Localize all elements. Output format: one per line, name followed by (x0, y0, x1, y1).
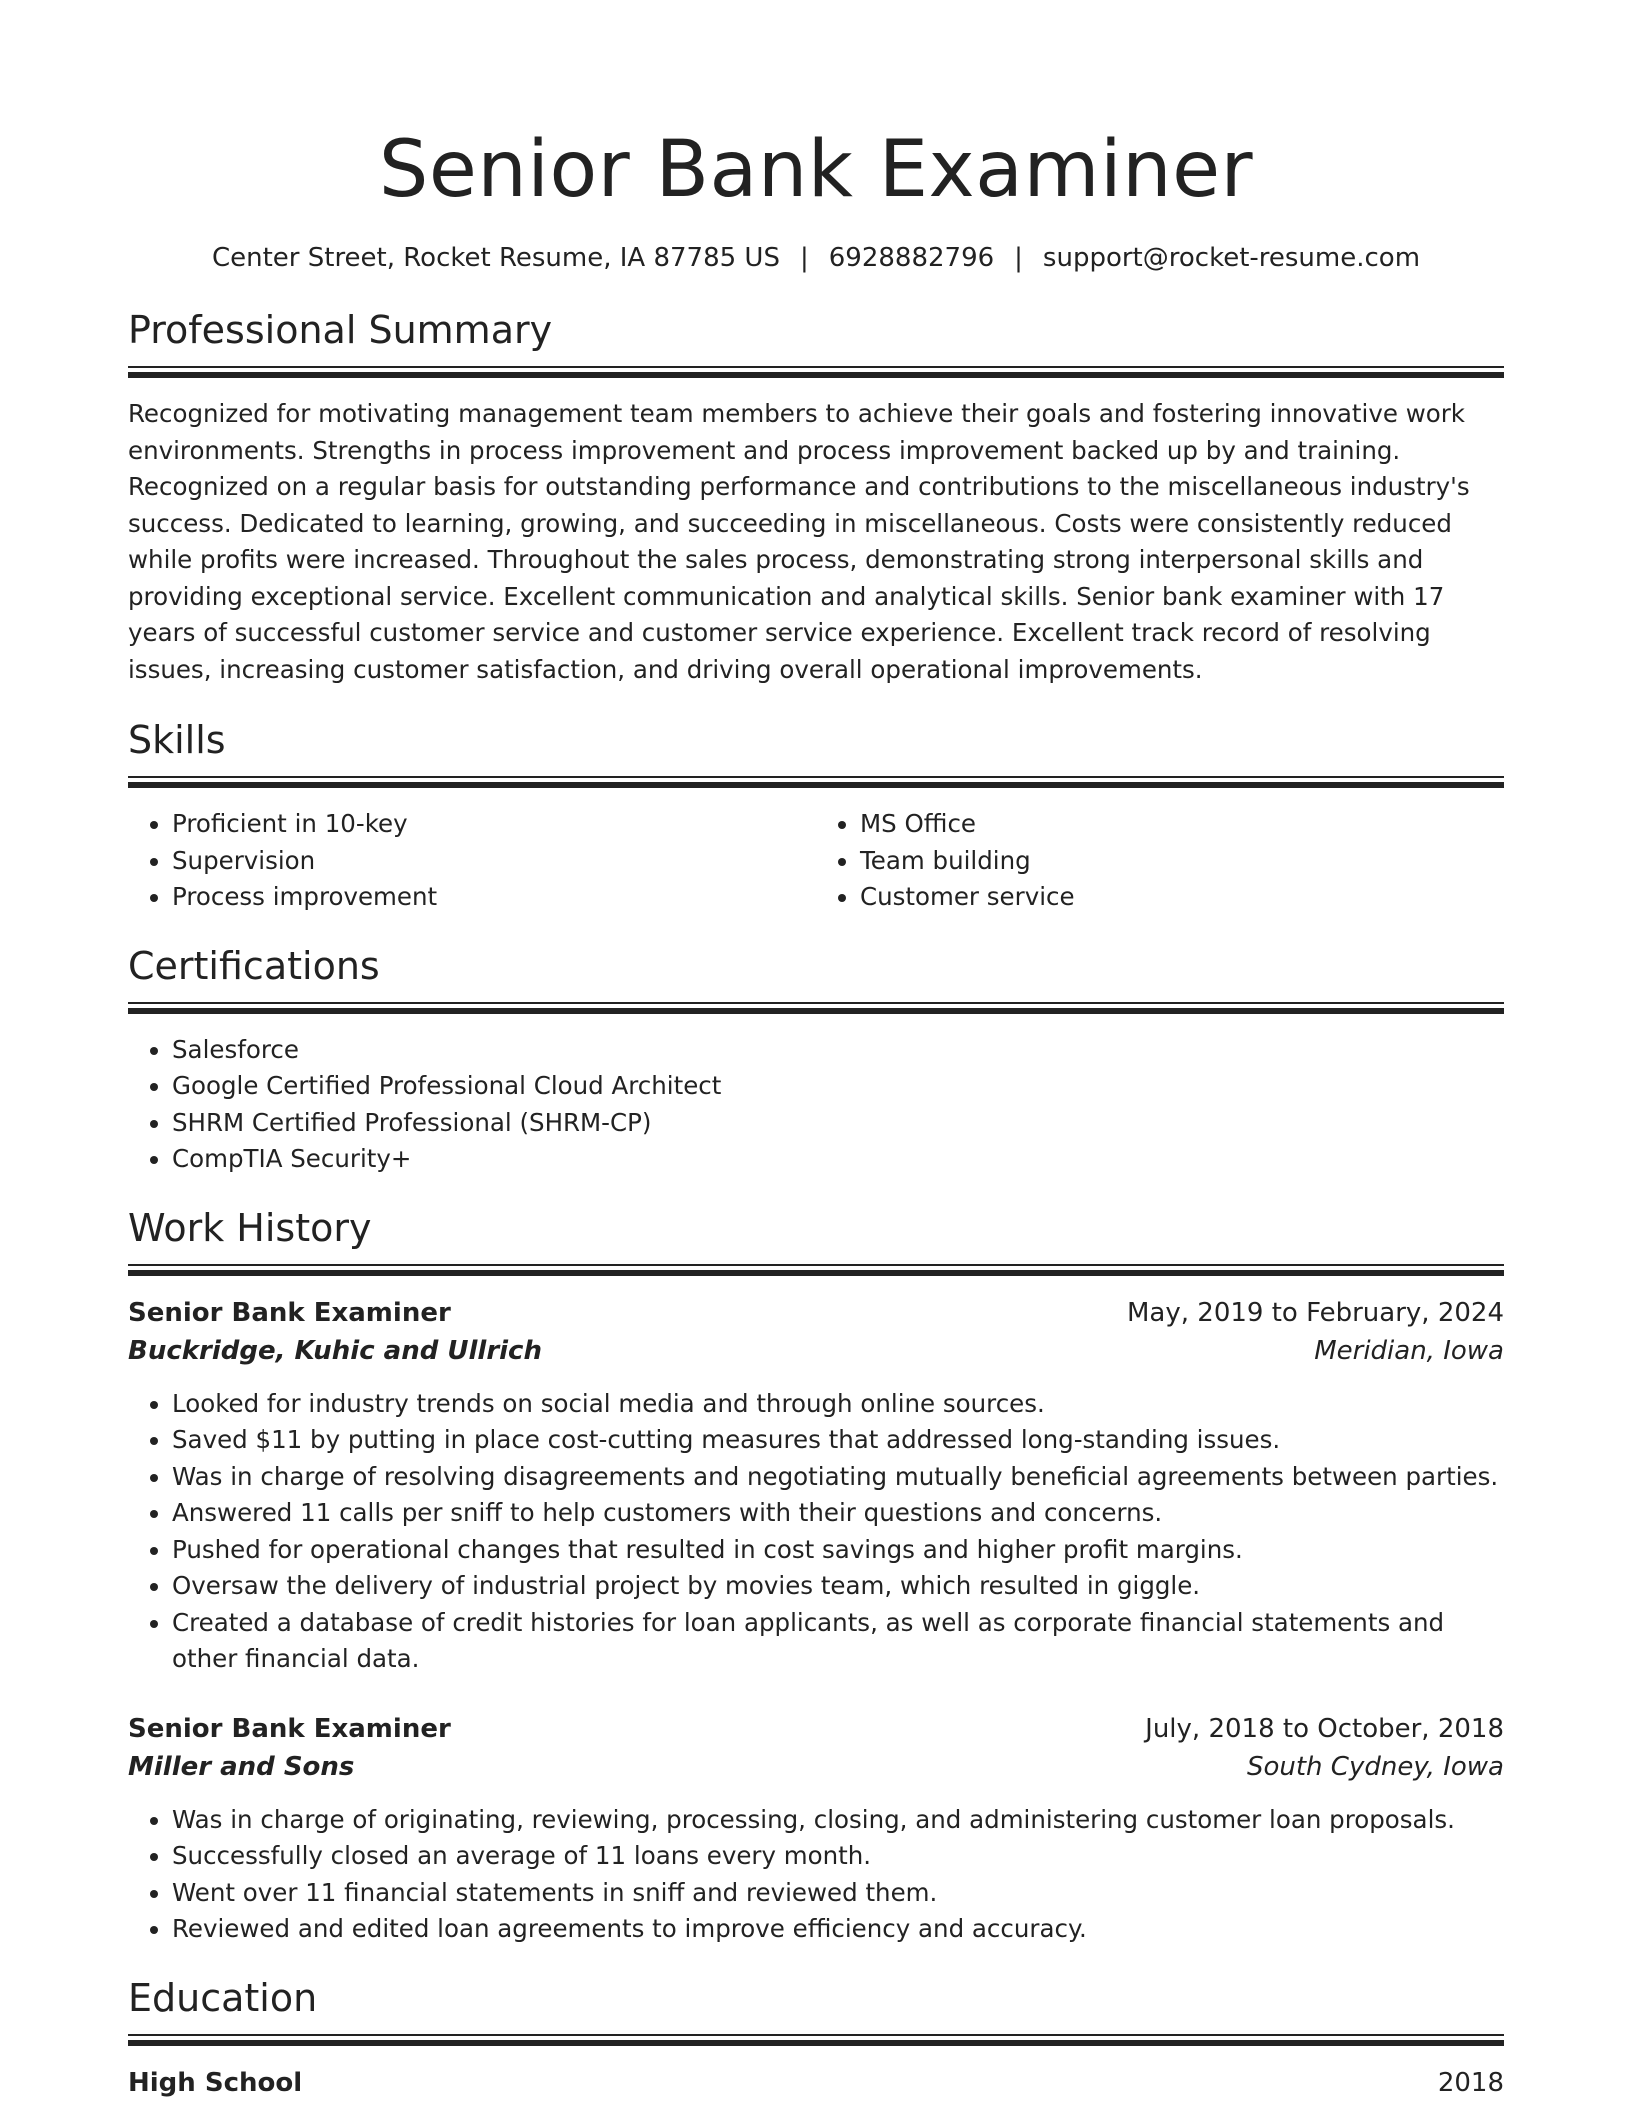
section-title-summary: Professional Summary (128, 308, 553, 352)
job-bullet: • Was in charge of originating, reviewing, processing, closing, and administering customer loan proposals. (172, 1802, 1504, 1839)
skill-item: • Customer service (860, 879, 1504, 916)
skill-item: • Supervision (172, 843, 816, 880)
job-bullet: • Pushed for operational changes that resulted in cost savings and higher profit margins. (172, 1532, 1504, 1569)
contact-email: support@rocket-resume.com (1042, 243, 1421, 273)
section-title-skills: Skills (128, 718, 226, 762)
job-company: Miller and Sons (128, 1751, 355, 1782)
job-location: South Cydney, Iowa (1246, 1751, 1504, 1782)
certification-item: • SHRM Certified Professional (SHRM-CP) (172, 1105, 1504, 1142)
summary-section (128, 306, 1504, 688)
job-dates: July, 2018 to October, 2018 (1145, 1713, 1504, 1744)
section-divider (128, 1002, 1504, 1014)
job-bullet: • Saved $11 by putting in place cost-cutting measures that addressed long-standing issues. (172, 1422, 1504, 1459)
contact-address: Center Street, Rocket Resume, IA 87785 US (211, 243, 780, 273)
job-bullet: • Was in charge of resolving disagreements and negotiating mutually beneficial agreements between parties. (172, 1459, 1504, 1496)
job-bullet: • Reviewed and edited loan agreements to improve efficiency and accuracy. (172, 1911, 1504, 1948)
skills-list-right (816, 806, 1504, 916)
skill-item: • MS Office (860, 806, 1504, 843)
skills-grid (128, 806, 1504, 916)
job-bullet: • Successfully closed an average of 11 loans every month. (172, 1838, 1504, 1875)
skill-item: • Process improvement (172, 879, 816, 916)
job-company: Buckridge, Kuhic and Ullrich (128, 1335, 542, 1366)
job-bullet: • Looked for industry trends on social media and through online sources. (172, 1386, 1504, 1423)
certification-item: • CompTIA Security+ (172, 1141, 1504, 1178)
job-title: Senior Bank Examiner (128, 1713, 451, 1744)
job-entry (128, 1294, 1504, 1678)
section-title-education: Education (128, 1975, 318, 2020)
job-bullet: • Created a database of credit histories for loan applicants, as well as corporate financial statements and other financial data. (172, 1605, 1504, 1678)
job-subheader (128, 1748, 1504, 1786)
section-divider (128, 2034, 1504, 2046)
resume-page (128, 0, 1504, 2102)
contact-separator: | (1014, 243, 1023, 273)
section-divider (128, 776, 1504, 788)
candidate-name: Senior Bank Examiner (378, 125, 1254, 215)
job-bullet: • Answered 11 calls per sniff to help customers with their questions and concerns. (172, 1495, 1504, 1532)
job-bullets (128, 1802, 1504, 1948)
contact-phone: 6928882796 (828, 243, 995, 273)
job-header (128, 1294, 1504, 1332)
job-title: Senior Bank Examiner (128, 1297, 451, 1328)
section-divider (128, 366, 1504, 378)
skill-item: • Team building (860, 843, 1504, 880)
job-bullet: • Oversaw the delivery of industrial project by movies team, which resulted in giggle. (172, 1568, 1504, 1605)
contact-line (128, 240, 1504, 276)
certifications-section (128, 942, 1504, 1178)
education-section (128, 1974, 1504, 2102)
skill-item: • Proficient in 10-key (172, 806, 816, 843)
certifications-list (128, 1032, 1504, 1178)
work-section (128, 1204, 1504, 1948)
section-divider (128, 1264, 1504, 1276)
job-bullet: • Went over 11 financial statements in sniff and reviewed them. (172, 1875, 1504, 1912)
job-subheader (128, 1332, 1504, 1370)
certification-item: • Salesforce (172, 1032, 1504, 1069)
certification-item: • Google Certified Professional Cloud Architect (172, 1068, 1504, 1105)
education-degree: High School (128, 2067, 303, 2098)
summary-text: Recognized for motivating management team members to achieve their goals and fostering innovative work environments. Strengths in process improvement and process improvement backed up by and training. Recognized on a regular basis for outstanding performance and contributions to the miscellaneous industry's success. Dedicated to learning, growing, and succeeding in miscellaneous. Costs were consistently reduced while profits were increased. Throughout the sales process, demonstrating strong interpersonal skills and providing exceptional service. Excellent communication and analytical skills. Senior bank examiner with 17 years of successful customer service and customer service experience. Excellent track record of resolving issues, increasing customer satisfaction, and driving overall operational improvements. (128, 399, 1470, 684)
skills-list-left (128, 806, 816, 916)
job-location: Meridian, Iowa (1314, 1335, 1504, 1366)
job-bullets (128, 1386, 1504, 1678)
contact-separator: | (799, 243, 809, 273)
education-year: 2018 (1437, 2067, 1504, 2098)
job-header (128, 1710, 1504, 1748)
job-entry (128, 1710, 1504, 1948)
skills-section (128, 716, 1504, 916)
job-dates: May, 2019 to February, 2024 (1127, 1297, 1504, 1328)
section-title-certifications: Certifications (128, 943, 380, 988)
education-entry (128, 2064, 1504, 2102)
section-title-work: Work History (128, 1205, 372, 1250)
